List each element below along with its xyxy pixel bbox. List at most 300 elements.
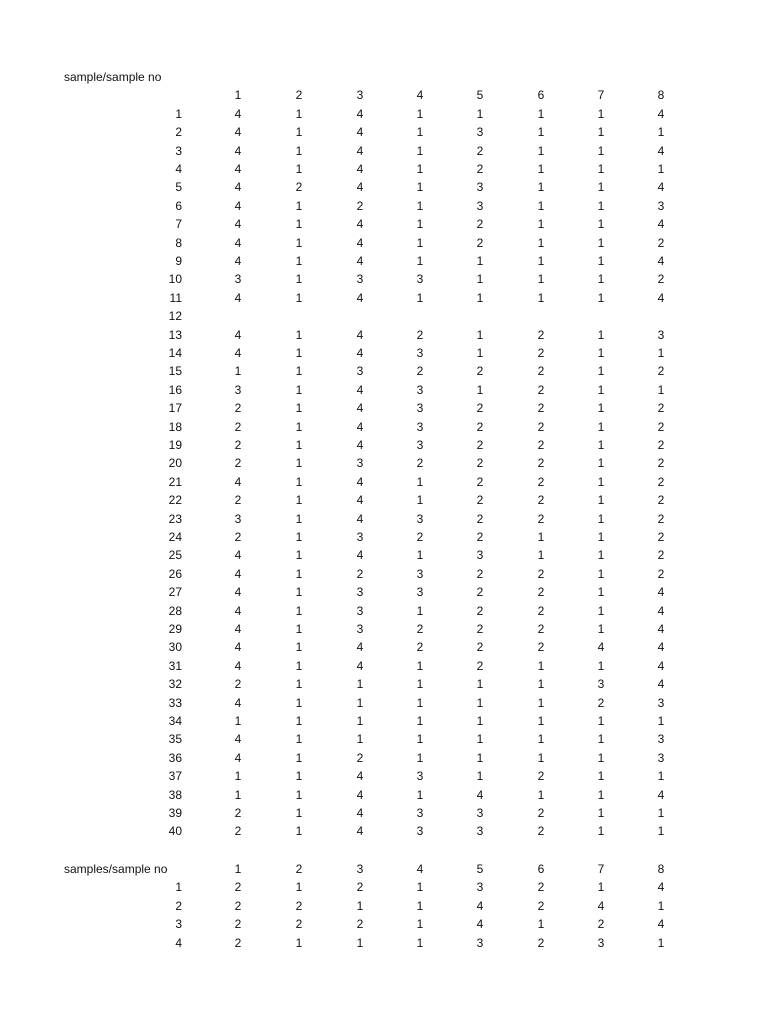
table-cell: 2 — [234, 935, 242, 950]
table-cell: 1 — [295, 622, 303, 636]
table-cell: 1 — [597, 401, 605, 416]
table-cell: 1 — [657, 714, 665, 728]
table-cell: 1 — [597, 787, 605, 802]
column-header: 5 — [476, 88, 484, 103]
table-cell: 1 — [657, 162, 665, 176]
table-cell: 4 — [234, 254, 242, 268]
table-cell: 1 — [597, 346, 605, 360]
table-cell: 1 — [416, 125, 424, 140]
table-cell: 4 — [356, 254, 364, 268]
table-cell: 1 — [537, 677, 545, 692]
table-cell: 1 — [597, 585, 605, 600]
table-cell: 1 — [416, 235, 424, 250]
table-cell: 1 — [295, 603, 303, 618]
table-cell: 4 — [234, 217, 242, 232]
table-cell: 1 — [537, 106, 545, 121]
table-cell: 3 — [356, 585, 364, 600]
table-cell: 1 — [597, 732, 605, 747]
table-cell: 1 — [295, 732, 303, 747]
table-cell: 1 — [597, 714, 605, 728]
table-cell: 2 — [537, 603, 545, 618]
row-label: 24 — [168, 530, 182, 544]
table-title: sample/sample no — [64, 70, 162, 84]
table-cell: 4 — [657, 290, 665, 305]
table-cell: 1 — [537, 787, 545, 802]
table-cell: 4 — [657, 585, 665, 600]
table-cell: 4 — [356, 162, 364, 176]
table-cell: 2 — [234, 438, 242, 452]
table-cell: 1 — [597, 622, 605, 636]
table-cell: 2 — [476, 364, 484, 379]
table-cell: 1 — [476, 254, 484, 268]
row-label: 1 — [175, 106, 182, 121]
table-cell: 1 — [295, 290, 303, 305]
table-cell: 1 — [295, 695, 303, 710]
row-label: 40 — [168, 824, 182, 839]
table-cell: 4 — [234, 106, 242, 121]
table-cell: 1 — [295, 493, 303, 508]
row-label: 23 — [168, 511, 182, 526]
table-cell: 1 — [597, 456, 605, 471]
table-cell: 2 — [476, 217, 484, 232]
table-cell: 1 — [416, 603, 424, 618]
table-cell: 3 — [416, 346, 424, 360]
table-cell: 2 — [476, 566, 484, 581]
table-cell: 2 — [476, 493, 484, 508]
table-cell: 1 — [416, 106, 424, 121]
table-cell: 1 — [416, 898, 424, 913]
table-cell: 3 — [476, 198, 484, 213]
table-cell: 4 — [234, 327, 242, 342]
table-cell: 4 — [234, 640, 242, 655]
table-cell: 3 — [476, 935, 484, 950]
table-cell: 2 — [476, 530, 484, 544]
table-cell: 2 — [476, 235, 484, 250]
column-header: 3 — [356, 862, 364, 876]
table-cell: 2 — [476, 658, 484, 673]
table-cell: 1 — [597, 290, 605, 305]
table-cell: 3 — [356, 456, 364, 471]
table-cell: 3 — [356, 603, 364, 618]
table-cell: 4 — [356, 787, 364, 802]
column-header: 5 — [476, 862, 484, 876]
table-cell: 1 — [537, 732, 545, 747]
table-cell: 1 — [295, 824, 303, 839]
table-cell: 1 — [416, 217, 424, 232]
table-cell: 1 — [537, 254, 545, 268]
table-cell: 1 — [537, 658, 545, 673]
table-cell: 4 — [356, 235, 364, 250]
table-cell: 3 — [234, 272, 242, 287]
column-header: 2 — [295, 862, 303, 876]
table-cell: 1 — [476, 346, 484, 360]
table-cell: 1 — [356, 732, 364, 747]
row-label: 2 — [175, 125, 182, 140]
table-cell: 1 — [234, 769, 242, 784]
table-cell: 4 — [234, 235, 242, 250]
table-cell: 1 — [295, 880, 303, 895]
table-cell: 2 — [234, 677, 242, 692]
row-label: 30 — [168, 640, 182, 655]
table-cell: 4 — [657, 143, 665, 158]
table-cell: 2 — [537, 935, 545, 950]
table-cell: 1 — [476, 272, 484, 287]
table-cell: 1 — [597, 235, 605, 250]
table-cell: 1 — [295, 585, 303, 600]
row-label: 4 — [175, 935, 182, 950]
table-cell: 4 — [657, 180, 665, 195]
column-header: 4 — [416, 88, 424, 103]
table-cell: 1 — [597, 106, 605, 121]
table-cell: 2 — [657, 474, 665, 489]
table-cell: 4 — [234, 695, 242, 710]
table-cell: 1 — [597, 566, 605, 581]
table-cell: 3 — [657, 750, 665, 765]
table-cell: 1 — [657, 346, 665, 360]
row-label: 15 — [168, 364, 182, 379]
table-cell: 2 — [657, 511, 665, 526]
table-cell: 1 — [597, 603, 605, 618]
table-cell: 2 — [537, 474, 545, 489]
table-cell: 1 — [295, 419, 303, 434]
row-label: 38 — [168, 787, 182, 802]
table-cell: 1 — [476, 327, 484, 342]
table-cell: 1 — [295, 346, 303, 360]
table-cell: 4 — [356, 474, 364, 489]
table-cell: 1 — [295, 474, 303, 489]
table-cell: 4 — [234, 180, 242, 195]
row-label: 26 — [168, 566, 182, 581]
column-header: 8 — [657, 862, 665, 876]
table-cell: 4 — [234, 125, 242, 140]
row-label: 10 — [168, 272, 182, 287]
table-cell: 1 — [476, 695, 484, 710]
row-label: 7 — [175, 217, 182, 232]
table-cell: 1 — [657, 824, 665, 839]
table-cell: 1 — [537, 125, 545, 140]
table-cell: 4 — [657, 622, 665, 636]
table-cell: 1 — [537, 917, 545, 932]
table-cell: 1 — [657, 935, 665, 950]
table-cell: 2 — [476, 438, 484, 452]
row-label: 11 — [169, 290, 182, 305]
table-cell: 3 — [476, 548, 484, 563]
table-cell: 2 — [597, 695, 605, 710]
table-cell: 2 — [234, 898, 242, 913]
table-cell: 2 — [476, 603, 484, 618]
table-cell: 4 — [234, 548, 242, 563]
table-cell: 4 — [356, 327, 364, 342]
table-cell: 1 — [295, 125, 303, 140]
table-cell: 2 — [234, 880, 242, 895]
column-header: 1 — [234, 88, 242, 103]
table-cell: 4 — [597, 898, 605, 913]
table-cell: 3 — [476, 180, 484, 195]
table-cell: 1 — [537, 290, 545, 305]
table-cell: 1 — [295, 382, 303, 397]
table-cell: 3 — [234, 511, 242, 526]
table-cell: 2 — [537, 585, 545, 600]
table-cell: 1 — [597, 658, 605, 673]
table-cell: 3 — [476, 806, 484, 820]
table-cell: 4 — [234, 143, 242, 158]
table-cell: 4 — [234, 622, 242, 636]
table-cell: 2 — [657, 493, 665, 508]
table-cell: 3 — [416, 438, 424, 452]
table-cell: 1 — [597, 880, 605, 895]
table-cell: 1 — [295, 566, 303, 581]
table-cell: 2 — [537, 364, 545, 379]
table-cell: 2 — [537, 769, 545, 784]
table-cell: 4 — [356, 419, 364, 434]
row-label: 6 — [175, 198, 182, 213]
table-cell: 1 — [597, 254, 605, 268]
row-label: 5 — [175, 180, 182, 195]
table-cell: 1 — [295, 511, 303, 526]
row-label: 36 — [168, 750, 182, 765]
table-cell: 1 — [295, 198, 303, 213]
table-cell: 4 — [356, 806, 364, 820]
table-cell: 2 — [537, 456, 545, 471]
row-label: 2 — [175, 898, 182, 913]
table-cell: 3 — [416, 824, 424, 839]
table-cell: 1 — [537, 272, 545, 287]
row-label: 25 — [168, 548, 182, 563]
table-cell: 1 — [537, 217, 545, 232]
table-cell: 2 — [295, 898, 303, 913]
table-cell: 4 — [657, 917, 665, 932]
table-cell: 1 — [416, 935, 424, 950]
row-label: 33 — [168, 695, 182, 710]
table-cell: 1 — [416, 917, 424, 932]
table-cell: 3 — [597, 935, 605, 950]
table-cell: 2 — [476, 162, 484, 176]
table-cell: 3 — [476, 125, 484, 140]
table-cell: 2 — [657, 364, 665, 379]
table-cell: 1 — [476, 714, 484, 728]
table-cell: 3 — [657, 198, 665, 213]
table-cell: 3 — [476, 824, 484, 839]
table-cell: 1 — [476, 106, 484, 121]
row-label: 28 — [168, 603, 182, 618]
table-cell: 4 — [356, 143, 364, 158]
table-cell: 2 — [356, 880, 364, 895]
table-cell: 1 — [597, 769, 605, 784]
table-cell: 2 — [234, 917, 242, 932]
table-cell: 1 — [295, 143, 303, 158]
table-cell: 4 — [356, 290, 364, 305]
table-cell: 2 — [657, 235, 665, 250]
table-cell: 4 — [234, 658, 242, 673]
table-cell: 4 — [356, 217, 364, 232]
table-cell: 1 — [295, 401, 303, 416]
table-cell: 1 — [597, 419, 605, 434]
row-label: 9 — [175, 254, 182, 268]
row-label: 20 — [168, 456, 182, 471]
table-cell: 1 — [416, 290, 424, 305]
table-cell: 1 — [295, 438, 303, 452]
table-cell: 4 — [234, 162, 242, 176]
table-cell: 4 — [356, 548, 364, 563]
table-cell: 1 — [295, 272, 303, 287]
table-cell: 1 — [597, 382, 605, 397]
row-label: 22 — [168, 493, 182, 508]
table-cell: 1 — [295, 235, 303, 250]
table-cell: 1 — [416, 695, 424, 710]
table-cell: 1 — [234, 714, 242, 728]
table-cell: 1 — [597, 125, 605, 140]
table-cell: 2 — [537, 880, 545, 895]
table-cell: 1 — [295, 769, 303, 784]
table-cell: 1 — [416, 880, 424, 895]
table-cell: 1 — [295, 806, 303, 820]
table-cell: 1 — [356, 935, 364, 950]
table-cell: 2 — [234, 493, 242, 508]
table-cell: 3 — [657, 695, 665, 710]
table-cell: 1 — [537, 235, 545, 250]
table-cell: 1 — [657, 806, 665, 820]
table-cell: 2 — [295, 180, 303, 195]
table-cell: 1 — [657, 382, 665, 397]
table-cell: 3 — [416, 401, 424, 416]
table-cell: 1 — [295, 364, 303, 379]
table-cell: 1 — [597, 493, 605, 508]
table-cell: 1 — [476, 732, 484, 747]
table-cell: 2 — [537, 346, 545, 360]
table-cell: 1 — [537, 530, 545, 544]
row-label: 35 — [168, 732, 182, 747]
table-cell: 2 — [234, 456, 242, 471]
table-cell: 4 — [356, 401, 364, 416]
row-label: 14 — [168, 346, 182, 360]
table-cell: 2 — [416, 456, 424, 471]
table-cell: 1 — [295, 254, 303, 268]
table-cell: 2 — [234, 419, 242, 434]
table-cell: 2 — [537, 640, 545, 655]
table-cell: 1 — [597, 364, 605, 379]
row-label: 3 — [175, 143, 182, 158]
table-cell: 4 — [657, 658, 665, 673]
table-cell: 3 — [416, 566, 424, 581]
column-header: 7 — [597, 862, 605, 876]
table-cell: 2 — [657, 272, 665, 287]
table-cell: 2 — [356, 750, 364, 765]
table-cell: 4 — [234, 585, 242, 600]
table-cell: 1 — [597, 327, 605, 342]
table-cell: 4 — [356, 658, 364, 673]
table-cell: 2 — [537, 438, 545, 452]
table-cell: 2 — [234, 806, 242, 820]
table-cell: 3 — [416, 272, 424, 287]
table-cell: 1 — [356, 898, 364, 913]
table-cell: 1 — [416, 750, 424, 765]
table-cell: 4 — [657, 677, 665, 692]
table-cell: 2 — [476, 474, 484, 489]
table-cell: 1 — [416, 548, 424, 563]
table-cell: 3 — [476, 880, 484, 895]
table-cell: 1 — [295, 714, 303, 728]
column-header: 8 — [657, 88, 665, 103]
table-cell: 3 — [657, 327, 665, 342]
table-cell: 2 — [356, 198, 364, 213]
table-cell: 2 — [416, 640, 424, 655]
table-cell: 4 — [234, 290, 242, 305]
table-cell: 2 — [537, 622, 545, 636]
table-cell: 2 — [657, 419, 665, 434]
table-cell: 2 — [537, 419, 545, 434]
table-cell: 3 — [597, 677, 605, 692]
table-cell: 2 — [476, 143, 484, 158]
table-cell: 1 — [234, 787, 242, 802]
table-cell: 3 — [356, 364, 364, 379]
column-header: 6 — [537, 88, 545, 103]
table-cell: 4 — [234, 346, 242, 360]
table-cell: 3 — [234, 382, 242, 397]
table-cell: 4 — [657, 787, 665, 802]
table-cell: 4 — [356, 824, 364, 839]
table-cell: 1 — [416, 658, 424, 673]
table-cell: 2 — [356, 566, 364, 581]
row-label: 13 — [168, 327, 182, 342]
table-cell: 2 — [537, 382, 545, 397]
table-cell: 1 — [416, 493, 424, 508]
table-cell: 2 — [234, 530, 242, 544]
table-cell: 4 — [356, 180, 364, 195]
table-cell: 2 — [476, 401, 484, 416]
table-cell: 1 — [416, 677, 424, 692]
table-cell: 1 — [537, 162, 545, 176]
table-cell: 4 — [356, 493, 364, 508]
table-cell: 1 — [295, 658, 303, 673]
table-cell: 3 — [416, 511, 424, 526]
table-cell: 4 — [234, 603, 242, 618]
row-label: 4 — [175, 162, 182, 176]
table-cell: 1 — [416, 162, 424, 176]
table-cell: 3 — [416, 585, 424, 600]
table-cell: 3 — [416, 769, 424, 784]
table-cell: 4 — [356, 382, 364, 397]
table-cell: 2 — [416, 364, 424, 379]
column-header: 7 — [597, 88, 605, 103]
table-cell: 2 — [537, 511, 545, 526]
table-cell: 2 — [657, 548, 665, 563]
row-label: 1 — [175, 880, 182, 895]
table-cell: 4 — [356, 346, 364, 360]
table-cell: 2 — [476, 511, 484, 526]
table-cell: 1 — [537, 714, 545, 728]
table-cell: 1 — [416, 143, 424, 158]
row-label: 19 — [168, 438, 182, 452]
table-cell: 1 — [476, 382, 484, 397]
table-cell: 2 — [234, 401, 242, 416]
row-label: 18 — [168, 419, 182, 434]
table-cell: 3 — [356, 530, 364, 544]
table-cell: 1 — [234, 364, 242, 379]
table-cell: 2 — [537, 566, 545, 581]
table-cell: 1 — [597, 180, 605, 195]
table-cell: 4 — [234, 198, 242, 213]
table-cell: 4 — [657, 880, 665, 895]
table-cell: 2 — [476, 622, 484, 636]
table-cell: 2 — [657, 530, 665, 544]
table-cell: 1 — [597, 143, 605, 158]
table-cell: 2 — [476, 456, 484, 471]
table-cell: 2 — [657, 566, 665, 581]
table-cell: 1 — [295, 750, 303, 765]
table-cell: 1 — [295, 456, 303, 471]
table-cell: 1 — [295, 162, 303, 176]
table-cell: 3 — [657, 732, 665, 747]
